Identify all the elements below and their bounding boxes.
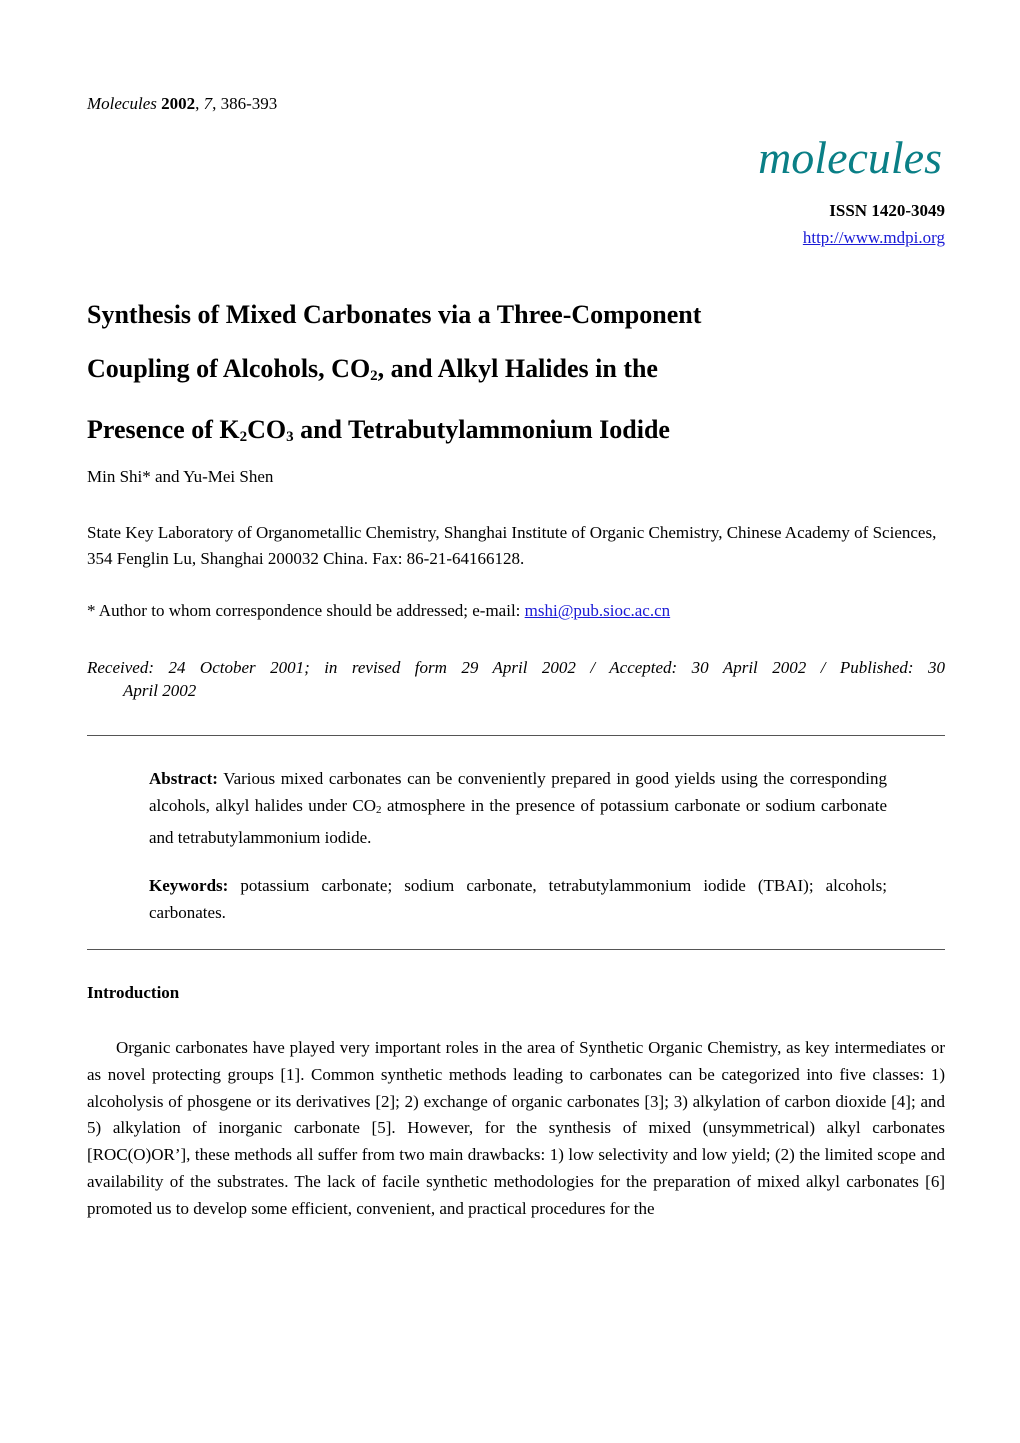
citation-volume: 7 <box>203 94 213 113</box>
email-link[interactable]: mshi@pub.sioc.ac.cn <box>524 601 671 620</box>
citation-year: 2002 <box>161 94 196 113</box>
keywords-label: Keywords: <box>149 876 229 895</box>
introduction-paragraph: Organic carbonates have played very important roles in the area of Synthetic Organic Chemistry, as key intermediates or as novel protecting groups [1]. Common synthetic methods leading to carbonates can be categorized into five classes: 1) alcoholysis of phosgene or its derivatives [2]; 2) exchange of organic carbonates [3]; 3) alkylation of carbon dioxide [4]; and 5) alkylation of inorganic carbonate [5]. However, for the synthesis of mixed (unsymmetrical) alkyl carbonates [ROC(O)OR’], these methods all suffer from two main drawbacks: 1) low selectivity and low yield; (2) the limited scope and availability of the substrates. The lack of facile synthetic methodologies for the preparation of mixed alkyl carbonates [6] promoted us to develop some efficient, convenient, and practical procedures for the <box>87 1038 945 1218</box>
issn: ISSN 1420-3049 <box>829 201 945 220</box>
section-heading-introduction: Introduction <box>87 983 180 1002</box>
title-line-1: Synthesis of Mixed Carbonates via a Three-Component <box>87 300 702 329</box>
correspondence: * Author to whom correspondence should be addressed; e-mail: mshi@pub.sioc.ac.cn <box>87 601 671 620</box>
paper-title <box>87 288 947 464</box>
citation-pages: , 386-393 <box>212 94 278 113</box>
title-line-2: Coupling of Alcohols, $CO_2$, and Alkyl Halides in the <box>87 354 658 384</box>
keywords: Keywords: potassium carbonate; sodium carbonate, tetrabutylammonium iodide (TBAI); alcohols; carbonates. <box>149 876 887 922</box>
divider-top <box>87 735 945 736</box>
abstract: Abstract: Various mixed carbonates can be conveniently prepared in good yields using the corresponding alcohols, alkyl halides under $CO_2$ atmosphere in the presence of potassium carbonate or sodium carbonate and tetrabutylammonium iodide. <box>149 769 887 847</box>
journal-url-link[interactable]: http://www.mdpi.org <box>802 228 945 247</box>
divider-bottom <box>87 949 945 950</box>
journal-logo: molecules <box>758 132 942 183</box>
dates-line-1: Received: 24 October 2001; in revised form 29 April 2002 / Accepted: 30 April 2002 / Published: 30 <box>87 658 945 677</box>
affiliation: State Key Laboratory of Organometallic Chemistry, Shanghai Institute of Organic Chemistry, Chinese Academy of Sciences, 354 Fenglin Lu, Shanghai 200032 China. Fax: 86-21-64166128. <box>87 523 937 568</box>
dates-line-2: April 2002 <box>123 681 197 700</box>
abstract-label: Abstract: <box>149 769 218 788</box>
citation-journal: Molecules <box>87 94 157 113</box>
authors: Min Shi* and Yu-Mei Shen <box>87 467 274 486</box>
citation-line: Molecules 2002, 7, 386-393 <box>87 94 278 113</box>
title-line-3: Presence of $K_2CO_3$ and Tetrabutylammonium Iodide <box>87 415 670 445</box>
